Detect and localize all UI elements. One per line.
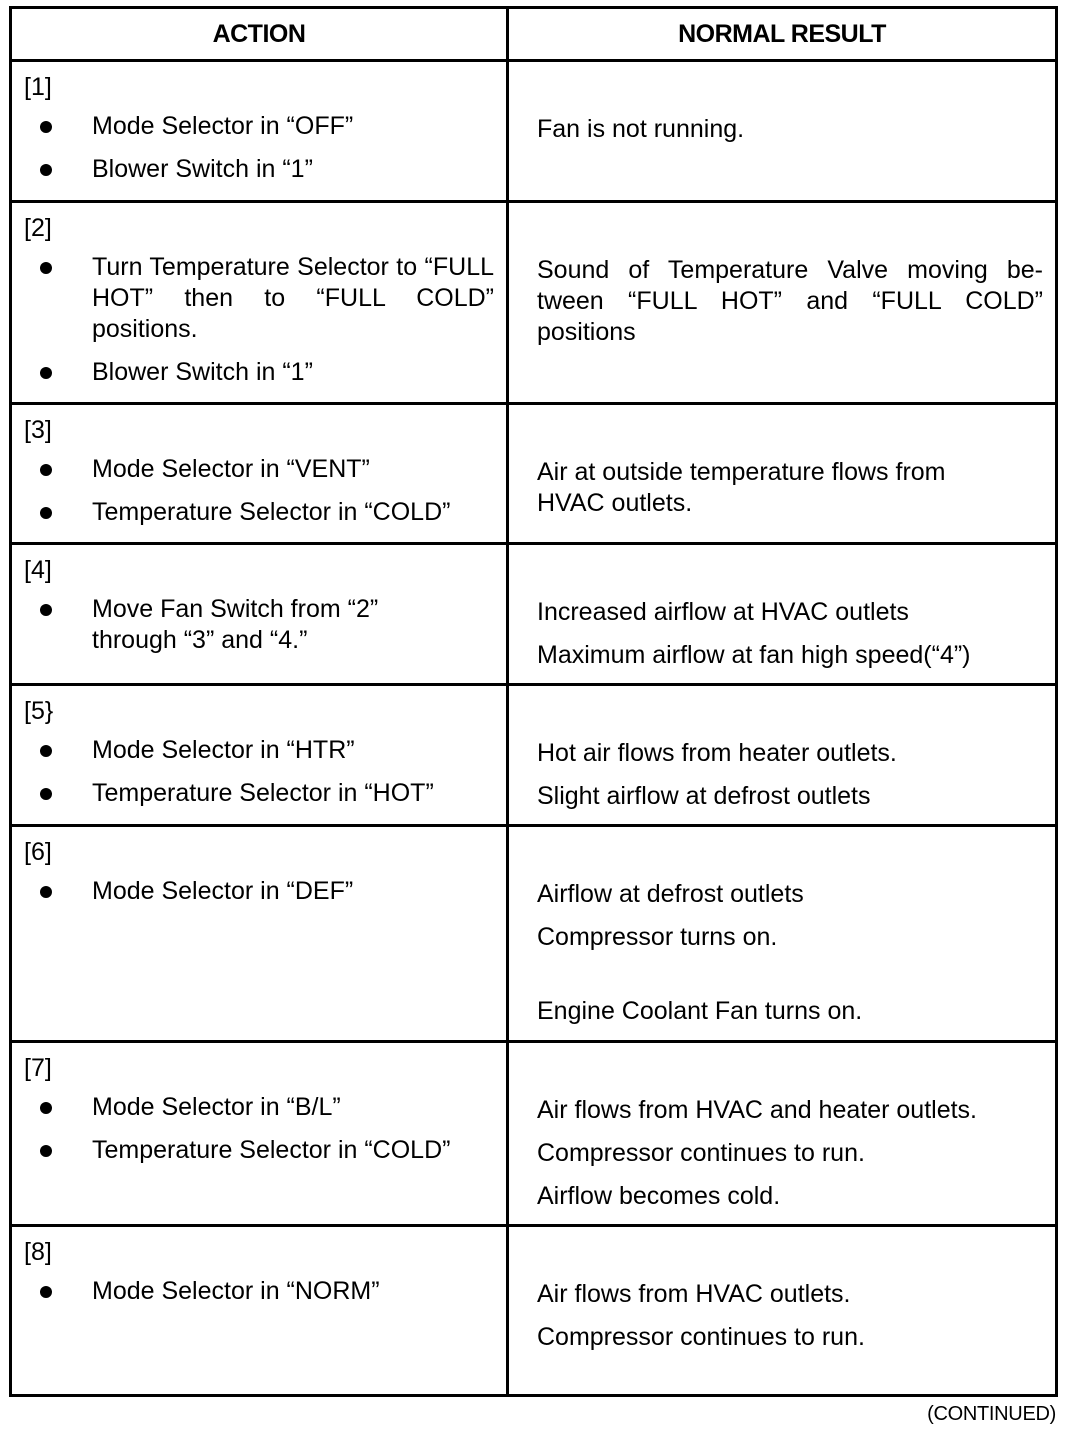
action-item: Temperature Selector in “COLD” bbox=[24, 1135, 494, 1166]
result-cell bbox=[508, 685, 1057, 826]
table-row bbox=[11, 202, 1057, 404]
bullet-icon bbox=[40, 507, 52, 519]
result-line: Hot air flows from heater outlets. bbox=[537, 739, 897, 767]
step-number: [4] bbox=[24, 556, 52, 584]
bullet-icon bbox=[40, 788, 52, 800]
result-line: Air flows from HVAC and heater outlets. bbox=[537, 1096, 977, 1124]
step-number: [1] bbox=[24, 73, 52, 101]
action-header: ACTION bbox=[11, 8, 508, 61]
action-item: Mode Selector in “HTR” bbox=[24, 735, 494, 766]
action-item: Blower Switch in “1” bbox=[24, 357, 494, 388]
action-cell bbox=[11, 202, 508, 404]
action-item: Move Fan Switch from “2” through “3” and “4.” bbox=[24, 594, 494, 656]
result-cell bbox=[508, 202, 1057, 404]
result-line: Air at outside temperature flows from HVAC outlets. bbox=[537, 458, 946, 517]
result-line: Maximum airflow at fan high speed(“4”) bbox=[537, 641, 971, 669]
action-item: Blower Switch in “1” bbox=[24, 154, 494, 185]
result-spacer bbox=[537, 965, 1043, 996]
result-cell bbox=[508, 1226, 1057, 1396]
bullet-icon bbox=[40, 604, 52, 616]
action-item: Temperature Selector in “COLD” bbox=[24, 497, 494, 528]
bullet-icon bbox=[40, 745, 52, 757]
result-line: Compressor turns on. bbox=[537, 923, 778, 951]
action-item: Mode Selector in “NORM” bbox=[24, 1276, 494, 1307]
action-item: Mode Selector in “VENT” bbox=[24, 454, 494, 485]
table-row bbox=[11, 544, 1057, 685]
result-header: NORMAL RESULT bbox=[508, 8, 1057, 61]
action-item: Turn Temperature Selector to “FULL HOT” then to “FULL COLD” positions. bbox=[24, 252, 494, 345]
table-row bbox=[11, 404, 1057, 544]
procedure-table bbox=[9, 6, 1058, 1397]
bullet-icon bbox=[40, 1145, 52, 1157]
result-cell bbox=[508, 61, 1057, 202]
result-line: Increased airflow at HVAC outlets bbox=[537, 598, 909, 626]
result-line: Compressor continues to run. bbox=[537, 1323, 865, 1351]
action-cell bbox=[11, 826, 508, 1042]
action-cell bbox=[11, 685, 508, 826]
bullet-icon bbox=[40, 1102, 52, 1114]
table-row bbox=[11, 1042, 1057, 1226]
step-number: [6] bbox=[24, 838, 52, 866]
result-line: Compressor continues to run. bbox=[537, 1139, 865, 1167]
action-cell bbox=[11, 1226, 508, 1396]
result-line: Slight airflow at defrost outlets bbox=[537, 782, 871, 810]
action-cell bbox=[11, 61, 508, 202]
result-line: Airflow becomes cold. bbox=[537, 1182, 781, 1210]
action-cell bbox=[11, 1042, 508, 1226]
bullet-icon bbox=[40, 464, 52, 476]
bullet-icon bbox=[40, 164, 52, 176]
result-cell bbox=[508, 1042, 1057, 1226]
result-cell bbox=[508, 544, 1057, 685]
action-item: Mode Selector in “DEF” bbox=[24, 876, 494, 907]
table-row bbox=[11, 826, 1057, 1042]
bullet-icon bbox=[40, 1286, 52, 1298]
step-number: [2] bbox=[24, 214, 52, 242]
step-number: [3] bbox=[24, 416, 52, 444]
table-row bbox=[11, 61, 1057, 202]
result-line: Fan is not running. bbox=[537, 115, 745, 143]
step-number: [7] bbox=[24, 1054, 52, 1082]
action-cell bbox=[11, 404, 508, 544]
result-line: Airflow at defrost outlets bbox=[537, 880, 804, 908]
result-cell bbox=[508, 404, 1057, 544]
result-line: Sound of Temperature Valve moving be-tween “FULL HOT” and “FULL COLD” positions bbox=[537, 256, 1043, 346]
bullet-icon bbox=[40, 886, 52, 898]
result-line: Air flows from HVAC outlets. bbox=[537, 1280, 851, 1308]
bullet-icon bbox=[40, 367, 52, 379]
continued-label: (CONTINUED) bbox=[927, 1403, 1056, 1425]
header-row bbox=[11, 8, 1057, 61]
step-number: [5} bbox=[24, 697, 54, 725]
table-row bbox=[11, 1226, 1057, 1396]
action-item: Mode Selector in “OFF” bbox=[24, 111, 494, 142]
action-item: Mode Selector in “B/L” bbox=[24, 1092, 494, 1123]
result-cell bbox=[508, 826, 1057, 1042]
action-item: Temperature Selector in “HOT” bbox=[24, 778, 494, 809]
action-cell bbox=[11, 544, 508, 685]
step-number: [8] bbox=[24, 1238, 52, 1266]
bullet-icon bbox=[40, 121, 52, 133]
bullet-icon bbox=[40, 262, 52, 274]
result-line: Engine Coolant Fan turns on. bbox=[537, 997, 863, 1025]
table-row bbox=[11, 685, 1057, 826]
